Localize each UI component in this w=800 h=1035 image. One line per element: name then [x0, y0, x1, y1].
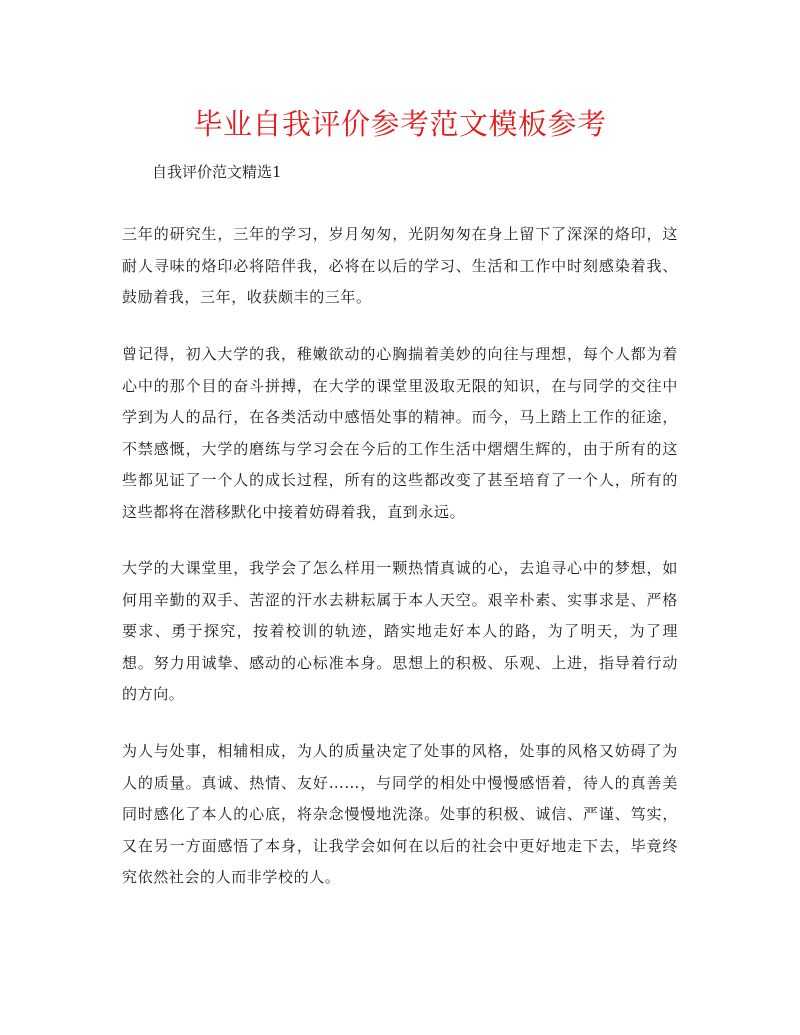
- section-subtitle: 自我评价范文精选1: [152, 163, 282, 181]
- document-title: 毕业自我评价参考范文模板参考: [193, 107, 607, 141]
- paragraph-1: 三年的研究生，三年的学习，岁月匆匆，光阴匆匆在身上留下了深深的烙印，这耐人寻味的烙印必将陪伴我，必将在以后的学习、生活和工作中时刻感染着我、鼓励着我，三年，收获颇丰的三年。: [122, 225, 678, 306]
- paragraph-4: 为人与处事，相辅相成，为人的质量决定了处事的风格，处事的风格又妨碍了为人的质量。真诚、热情、友好……，与同学的相处中慢慢感悟着，待人的真善美同时感化了本人的心底，将杂念慢慢地洗涤。处事的积极、诚信、严谨、笃实，又在另一方面感悟了本身，让我学会如何在以后的社会中更好地走下去，毕竟终究依然社会的人而非学校的人。: [122, 742, 678, 886]
- paragraph-3: 大学的大课堂里，我学会了怎么样用一颗热情真诚的心，去追寻心中的梦想，如何用辛勤的双手、苦涩的汗水去耕耘属于本人天空。艰辛朴素、实事求是、严格要求、勇于探究，按着校训的轨迹，踏实地走好本人的路，为了明天，为了理想。努力用诚挚、感动的心标准本身。思想上的积极、乐观、上进，指导着行动的方向。: [122, 559, 678, 703]
- paragraph-2: 曾记得，初入大学的我，稚嫩欲动的心胸揣着美妙的向往与理想，每个人都为着心中的那个目的奋斗拼搏，在大学的课堂里汲取无限的知识，在与同学的交往中学到为人的品行，在各类活动中感悟处事的精神。而今，马上踏上工作的征途，不禁感慨，大学的磨练与学习会在今后的工作生活中熠熠生辉的，由于所有的这些都见证了一个人的成长过程，所有的这些都改变了甚至培育了一个人，所有的这些都将在潜移默化中接着妨碍着我，直到永远。: [122, 345, 678, 521]
